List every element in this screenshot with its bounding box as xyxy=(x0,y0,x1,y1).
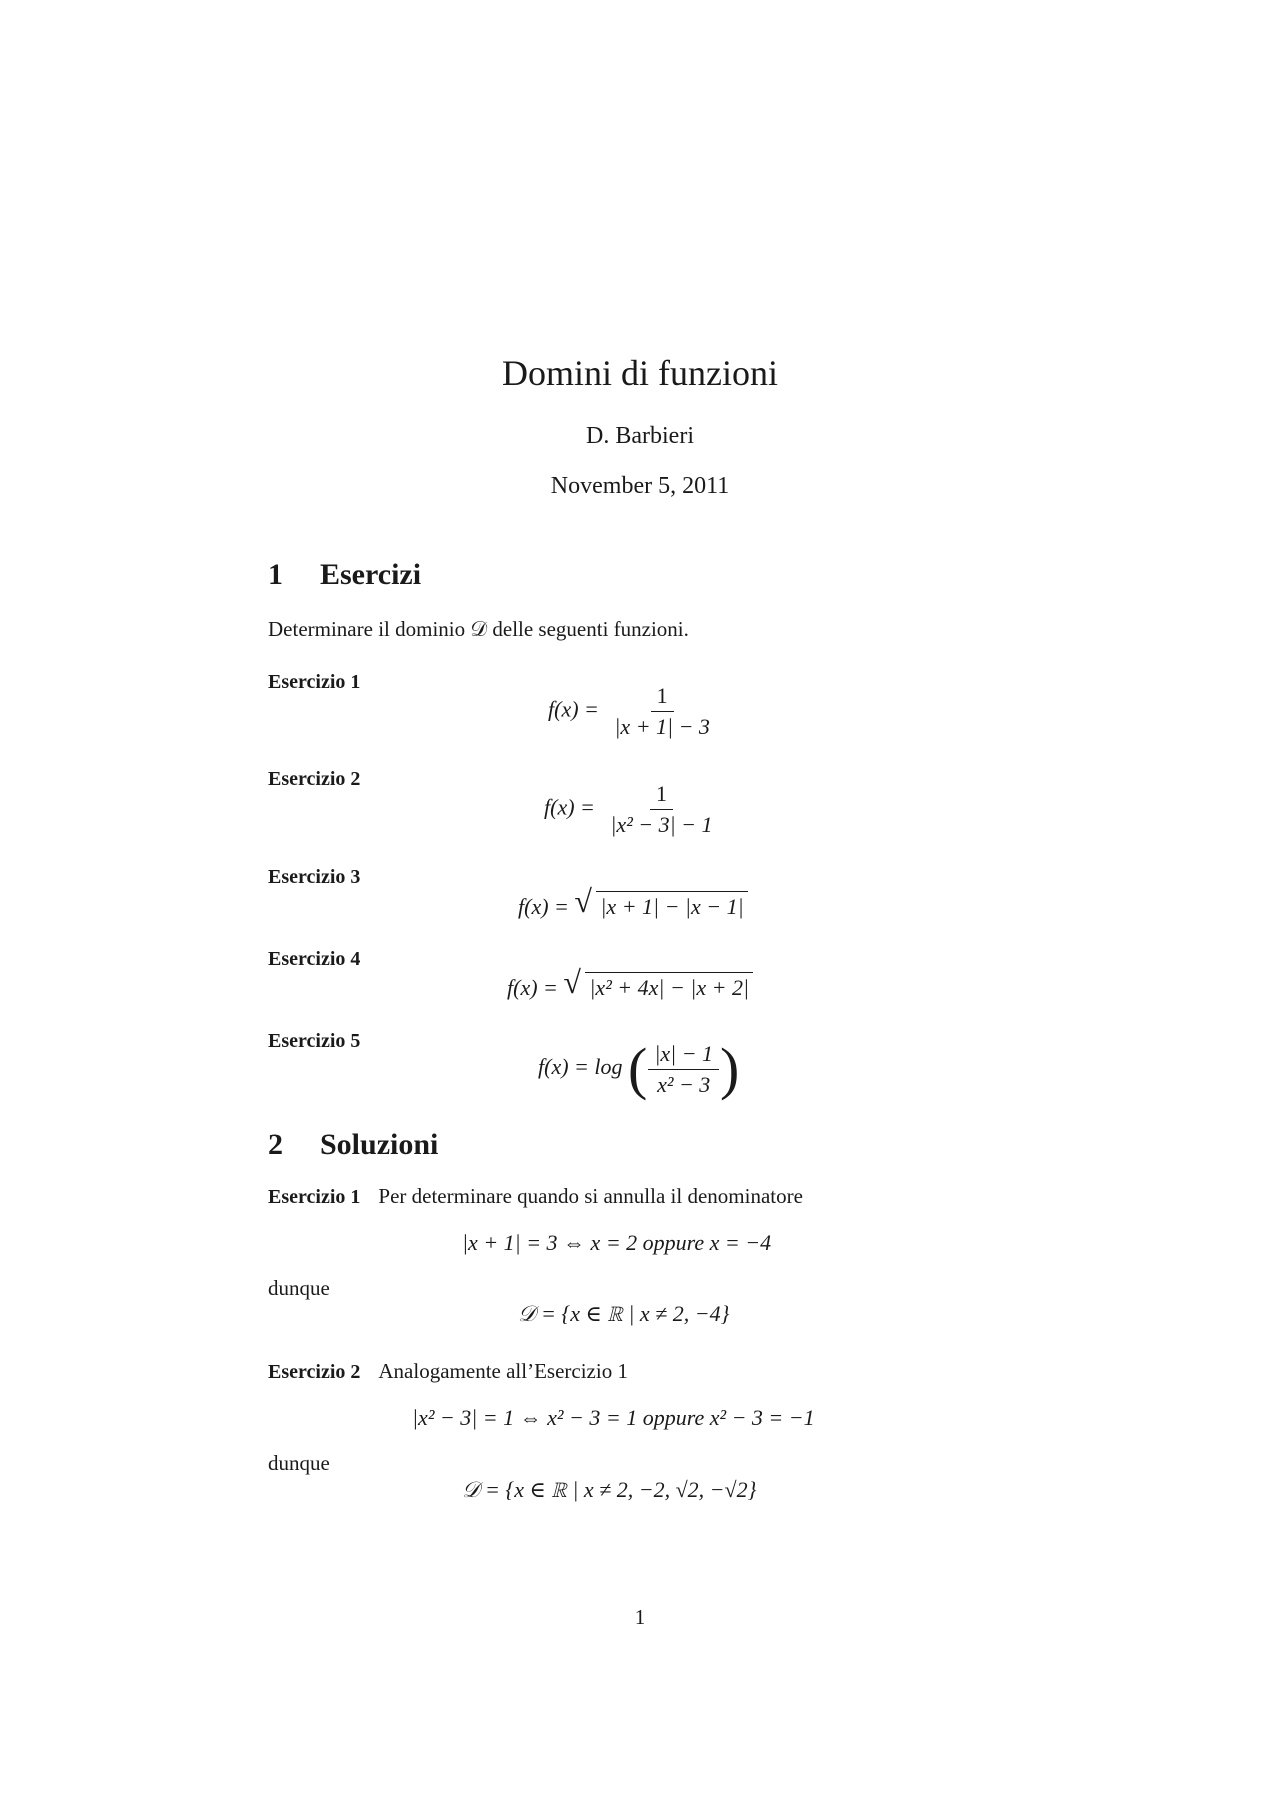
right-parenthesis: ) xyxy=(720,1036,740,1101)
solution-paragraph xyxy=(268,1184,803,1209)
solution-connector: dunque xyxy=(268,1276,330,1300)
section-intro: Determinare il dominio 𝒟 delle seguenti funzioni. xyxy=(268,617,689,641)
solution-label: Esercizio 1 xyxy=(268,1186,361,1208)
solution-equation: |x² − 3| = 1 ⇔ x² − 3 = 1 oppure x² − 3 = −1 xyxy=(412,1405,815,1430)
fraction-denominator: x² − 3 xyxy=(657,1071,711,1097)
exercise-formula xyxy=(548,683,720,740)
exercise-formula xyxy=(544,781,723,838)
formula-lhs: f(x) = xyxy=(507,975,558,1000)
fraction xyxy=(608,683,716,740)
document-title: Domini di funzioni xyxy=(502,353,778,393)
square-root xyxy=(574,883,747,920)
formula-lhs: f(x) = log xyxy=(538,1054,623,1080)
solution-domain: 𝒟 = {x ∈ ℝ | x ≠ 2, −4} xyxy=(518,1301,730,1326)
exercise-formula xyxy=(507,964,753,1001)
section-number: 2 xyxy=(268,1128,283,1161)
fraction-numerator: 1 xyxy=(650,781,673,810)
document-date: November 5, 2011 xyxy=(550,473,730,499)
page-number: 1 xyxy=(634,1605,646,1629)
left-parenthesis: ( xyxy=(628,1036,648,1101)
document-author: D. Barbieri xyxy=(586,423,694,449)
section-heading-esercizi xyxy=(268,558,421,592)
solution-equation: |x + 1| = 3 ⇔ x = 2 oppure x = −4 xyxy=(462,1230,772,1255)
exercise-label: Esercizio 1 xyxy=(268,671,361,693)
exercise-label: Esercizio 3 xyxy=(268,866,361,888)
exercise-label: Esercizio 4 xyxy=(268,948,361,970)
fraction-numerator: 1 xyxy=(651,683,674,712)
solution-domain: 𝒟 = {x ∈ ℝ | x ≠ 2, −2, √2, −√2} xyxy=(462,1477,757,1502)
radicand: |x² + 4x| − |x + 2| xyxy=(585,972,753,1001)
solution-connector: dunque xyxy=(268,1451,330,1475)
fraction-denominator: |x² − 3| − 1 xyxy=(610,812,713,837)
solution-label: Esercizio 2 xyxy=(268,1361,361,1383)
formula-lhs: f(x) = xyxy=(518,894,569,919)
exercise-formula xyxy=(538,1036,740,1101)
exercise-label: Esercizio 5 xyxy=(268,1030,361,1052)
radicand: |x + 1| − |x − 1| xyxy=(596,891,747,920)
section-heading-soluzioni xyxy=(268,1128,438,1162)
exercise-label: Esercizio 2 xyxy=(268,768,361,790)
section-number: 1 xyxy=(268,558,283,591)
formula-lhs: f(x) = xyxy=(548,696,599,722)
section-title: Soluzioni xyxy=(320,1128,439,1161)
solution-text: Per determinare quando si annulla il denominatore xyxy=(378,1184,803,1208)
square-root xyxy=(563,964,753,1001)
radical-sign: √ xyxy=(574,883,592,919)
section-title: Esercizi xyxy=(320,558,422,591)
formula-lhs: f(x) = xyxy=(544,794,595,820)
solution-text: Analogamente all’Esercizio 1 xyxy=(378,1359,628,1383)
fraction-numerator: |x| − 1 xyxy=(648,1041,719,1070)
fraction xyxy=(648,1041,719,1098)
radical-sign: √ xyxy=(563,964,581,1000)
fraction xyxy=(604,781,718,838)
exercise-formula xyxy=(518,883,748,920)
fraction-denominator: |x + 1| − 3 xyxy=(614,714,710,739)
solution-paragraph xyxy=(268,1359,628,1384)
